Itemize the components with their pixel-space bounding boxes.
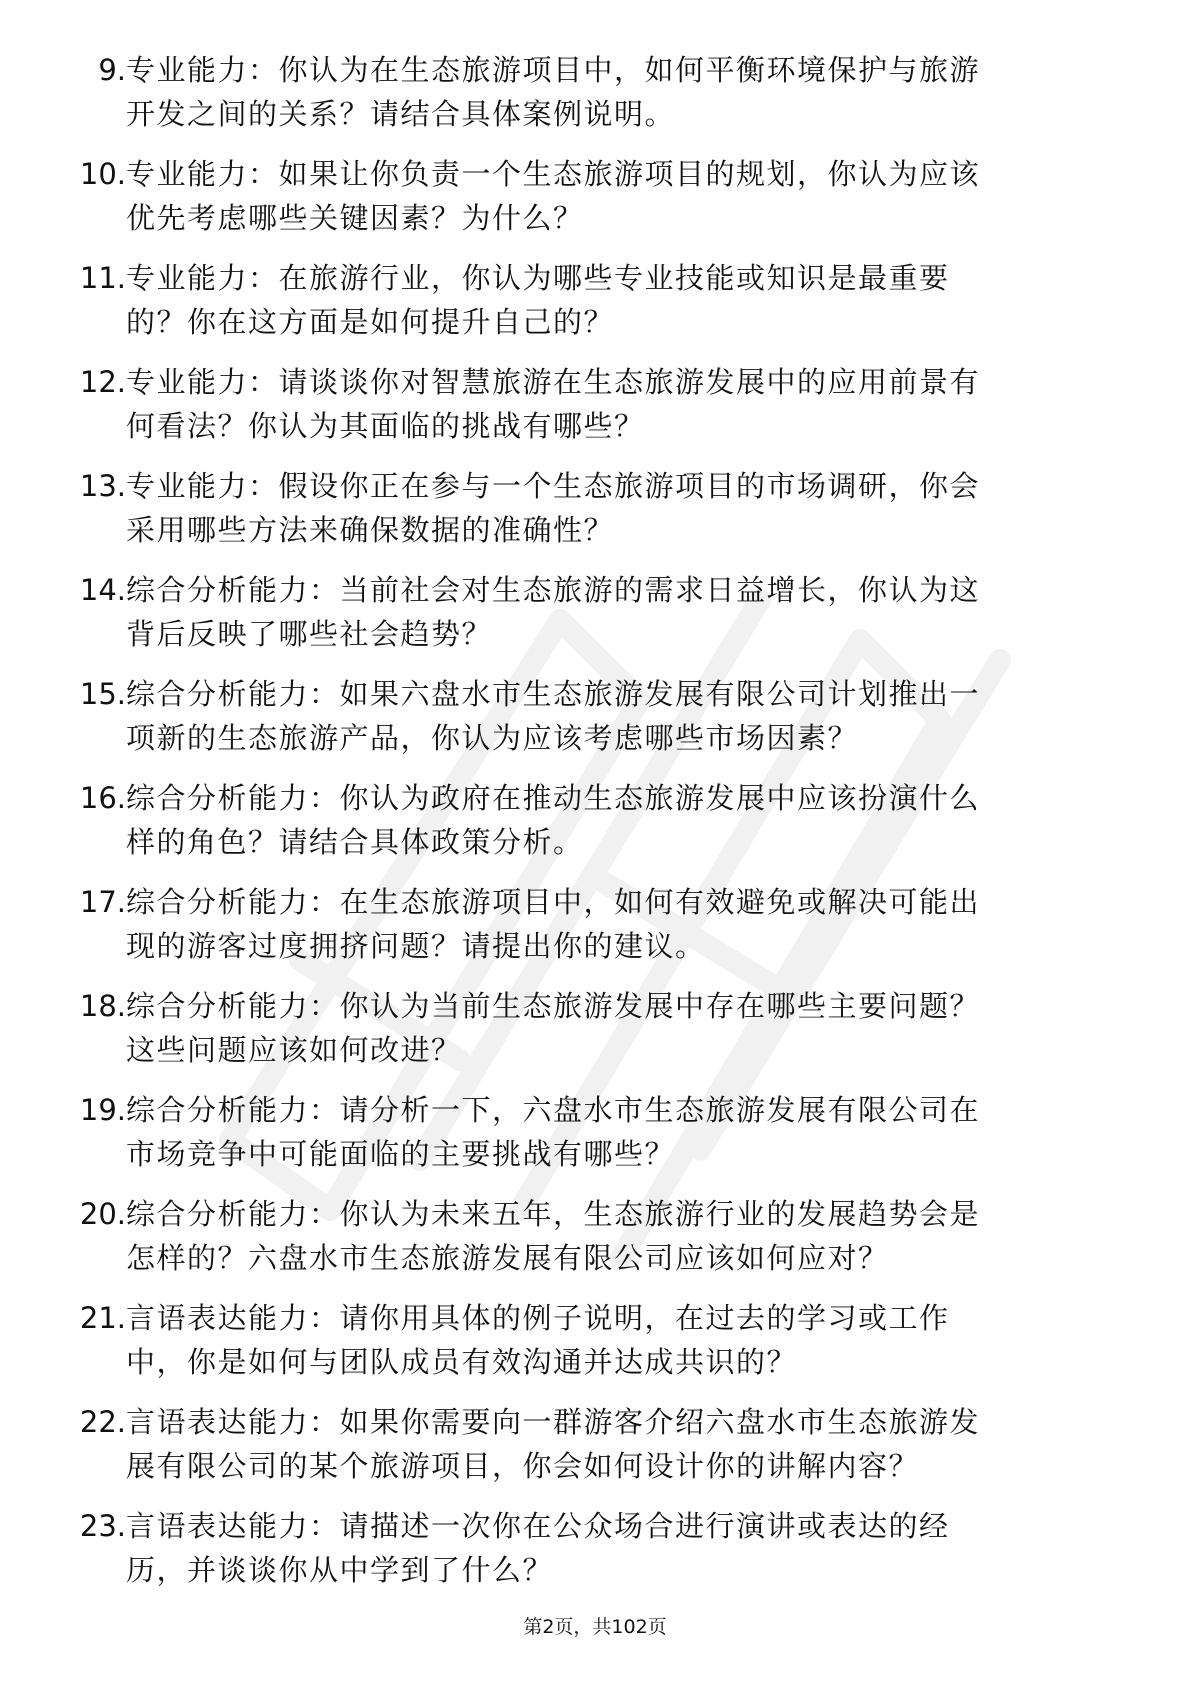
question-line: 综合分析能力：如果六盘水市生态旅游发展有限公司计划推出一 [126, 677, 981, 711]
question-item [0, 1192, 1190, 1296]
question-line: 样的角色？请结合具体政策分析。 [126, 825, 584, 859]
question-number: 11. [79, 261, 126, 295]
question-line: 开发之间的关系？请结合具体案例说明。 [126, 97, 676, 131]
question-number: 22. [79, 1405, 126, 1439]
question-line: 中，你是如何与团队成员有效沟通并达成共识的？ [126, 1345, 798, 1379]
question-line: 现的游客过度拥挤问题？请提出你的建议。 [126, 929, 706, 963]
question-line: 综合分析能力：当前社会对生态旅游的需求日益增长，你认为这 [126, 573, 981, 607]
question-number: 15. [79, 677, 126, 711]
question-number: 21. [79, 1301, 126, 1335]
question-text [126, 360, 1116, 448]
question-item [0, 1400, 1190, 1504]
question-line: 的？你在这方面是如何提升自己的？ [126, 305, 615, 339]
question-number: 10. [79, 157, 126, 191]
question-text [126, 776, 1116, 864]
question-line: 市场竞争中可能面临的主要挑战有哪些？ [126, 1137, 676, 1171]
question-line: 综合分析能力：在生态旅游项目中，如何有效避免或解决可能出 [126, 885, 981, 919]
question-line: 何看法？你认为其面临的挑战有哪些？ [126, 409, 645, 443]
page-number: 第2页，共102页 [523, 1616, 667, 1638]
question-item [0, 48, 1190, 152]
question-text [126, 1088, 1116, 1176]
question-line: 综合分析能力：你认为当前生态旅游发展中存在哪些主要问题？ [126, 989, 981, 1023]
question-text [126, 1296, 1116, 1384]
question-item [0, 672, 1190, 776]
question-line: 综合分析能力：你认为政府在推动生态旅游发展中应该扮演什么 [126, 781, 981, 815]
question-text [126, 152, 1116, 240]
question-text [126, 568, 1116, 656]
question-number: 19. [79, 1093, 126, 1127]
question-item [0, 880, 1190, 984]
question-line: 专业能力：如果让你负责一个生态旅游项目的规划，你认为应该 [126, 157, 981, 191]
question-line: 优先考虑哪些关键因素？为什么？ [126, 201, 584, 235]
question-item [0, 1296, 1190, 1400]
question-item [0, 1504, 1190, 1608]
question-item [0, 464, 1190, 568]
question-number: 13. [79, 469, 126, 503]
question-text [126, 464, 1116, 552]
question-line: 专业能力：假设你正在参与一个生态旅游项目的市场调研，你会 [126, 469, 981, 503]
question-line: 怎样的？六盘水市生态旅游发展有限公司应该如何应对？ [126, 1241, 889, 1275]
question-line: 项新的生态旅游产品，你认为应该考虑哪些市场因素？ [126, 721, 859, 755]
question-number: 16. [79, 781, 126, 815]
question-line: 专业能力：你认为在生态旅游项目中，如何平衡环境保护与旅游 [126, 53, 981, 87]
question-item [0, 984, 1190, 1088]
question-number: 12. [79, 365, 126, 399]
question-item [0, 152, 1190, 256]
question-item [0, 1088, 1190, 1192]
question-line: 言语表达能力：请描述一次你在公众场合进行演讲或表达的经 [126, 1509, 950, 1543]
question-line: 专业能力：请谈谈你对智慧旅游在生态旅游发展中的应用前景有 [126, 365, 981, 399]
question-item [0, 776, 1190, 880]
question-line: 综合分析能力：请分析一下，六盘水市生态旅游发展有限公司在 [126, 1093, 981, 1127]
question-number: 17. [79, 885, 126, 919]
question-item [0, 256, 1190, 360]
question-list [0, 48, 1190, 1608]
question-number: 23. [79, 1509, 126, 1543]
question-number: 18. [79, 989, 126, 1023]
question-text [126, 48, 1116, 136]
question-text [126, 984, 1116, 1072]
question-number: 14. [79, 573, 126, 607]
question-item [0, 360, 1190, 464]
question-number: 20. [79, 1197, 126, 1231]
question-line: 言语表达能力：请你用具体的例子说明，在过去的学习或工作 [126, 1301, 950, 1335]
question-line: 背后反映了哪些社会趋势？ [126, 617, 493, 651]
question-line: 历，并谈谈你从中学到了什么？ [126, 1553, 554, 1587]
question-text [126, 672, 1116, 760]
question-line: 言语表达能力：如果你需要向一群游客介绍六盘水市生态旅游发 [126, 1405, 981, 1439]
question-number: 9. [98, 53, 126, 87]
question-text [126, 880, 1116, 968]
question-text [126, 256, 1116, 344]
question-line: 专业能力：在旅游行业，你认为哪些专业技能或知识是最重要 [126, 261, 950, 295]
question-item [0, 568, 1190, 672]
question-text [126, 1400, 1116, 1488]
question-text [126, 1504, 1116, 1592]
question-line: 这些问题应该如何改进？ [126, 1033, 462, 1067]
question-line: 采用哪些方法来确保数据的准确性？ [126, 513, 615, 547]
question-text [126, 1192, 1116, 1280]
question-line: 综合分析能力：你认为未来五年，生态旅游行业的发展趋势会是 [126, 1197, 981, 1231]
question-line: 展有限公司的某个旅游项目，你会如何设计你的讲解内容？ [126, 1449, 920, 1483]
